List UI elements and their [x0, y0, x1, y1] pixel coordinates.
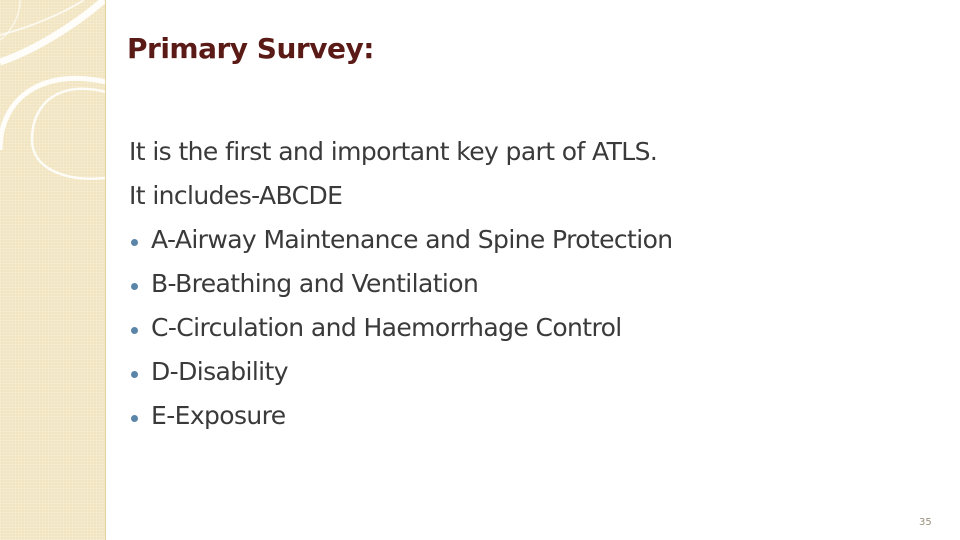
bullet-text: C-Circulation and Haemorrhage Control [151, 313, 622, 342]
bullet-item-disability [129, 350, 929, 394]
bullet-item-airway [129, 218, 929, 262]
bullet-item-circulation [129, 306, 929, 350]
side-band-divider [105, 0, 106, 540]
bullet-text: A-Airway Maintenance and Spine Protection [151, 225, 673, 254]
intro-line-1: It is the first and important key part of ATLS. [129, 137, 658, 166]
decorative-swirl-graphic [0, 0, 106, 540]
bullet-dot-icon [131, 415, 138, 422]
bullet-text: D-Disability [151, 357, 288, 386]
bullet-text: E-Exposure [151, 401, 286, 430]
bullet-dot-icon [131, 283, 138, 290]
slide-body [129, 130, 929, 438]
intro-line-2: It includes-ABCDE [129, 181, 343, 210]
slide-title: Primary Survey: [127, 32, 374, 65]
bullet-dot-icon [131, 371, 138, 378]
bullet-item-exposure [129, 394, 929, 438]
bullet-item-breathing [129, 262, 929, 306]
bullet-text: B-Breathing and Ventilation [151, 269, 479, 298]
decorative-side-band [0, 0, 106, 540]
bullet-dot-icon [131, 327, 138, 334]
bullet-dot-icon [131, 239, 138, 246]
page-number: 35 [919, 517, 932, 528]
